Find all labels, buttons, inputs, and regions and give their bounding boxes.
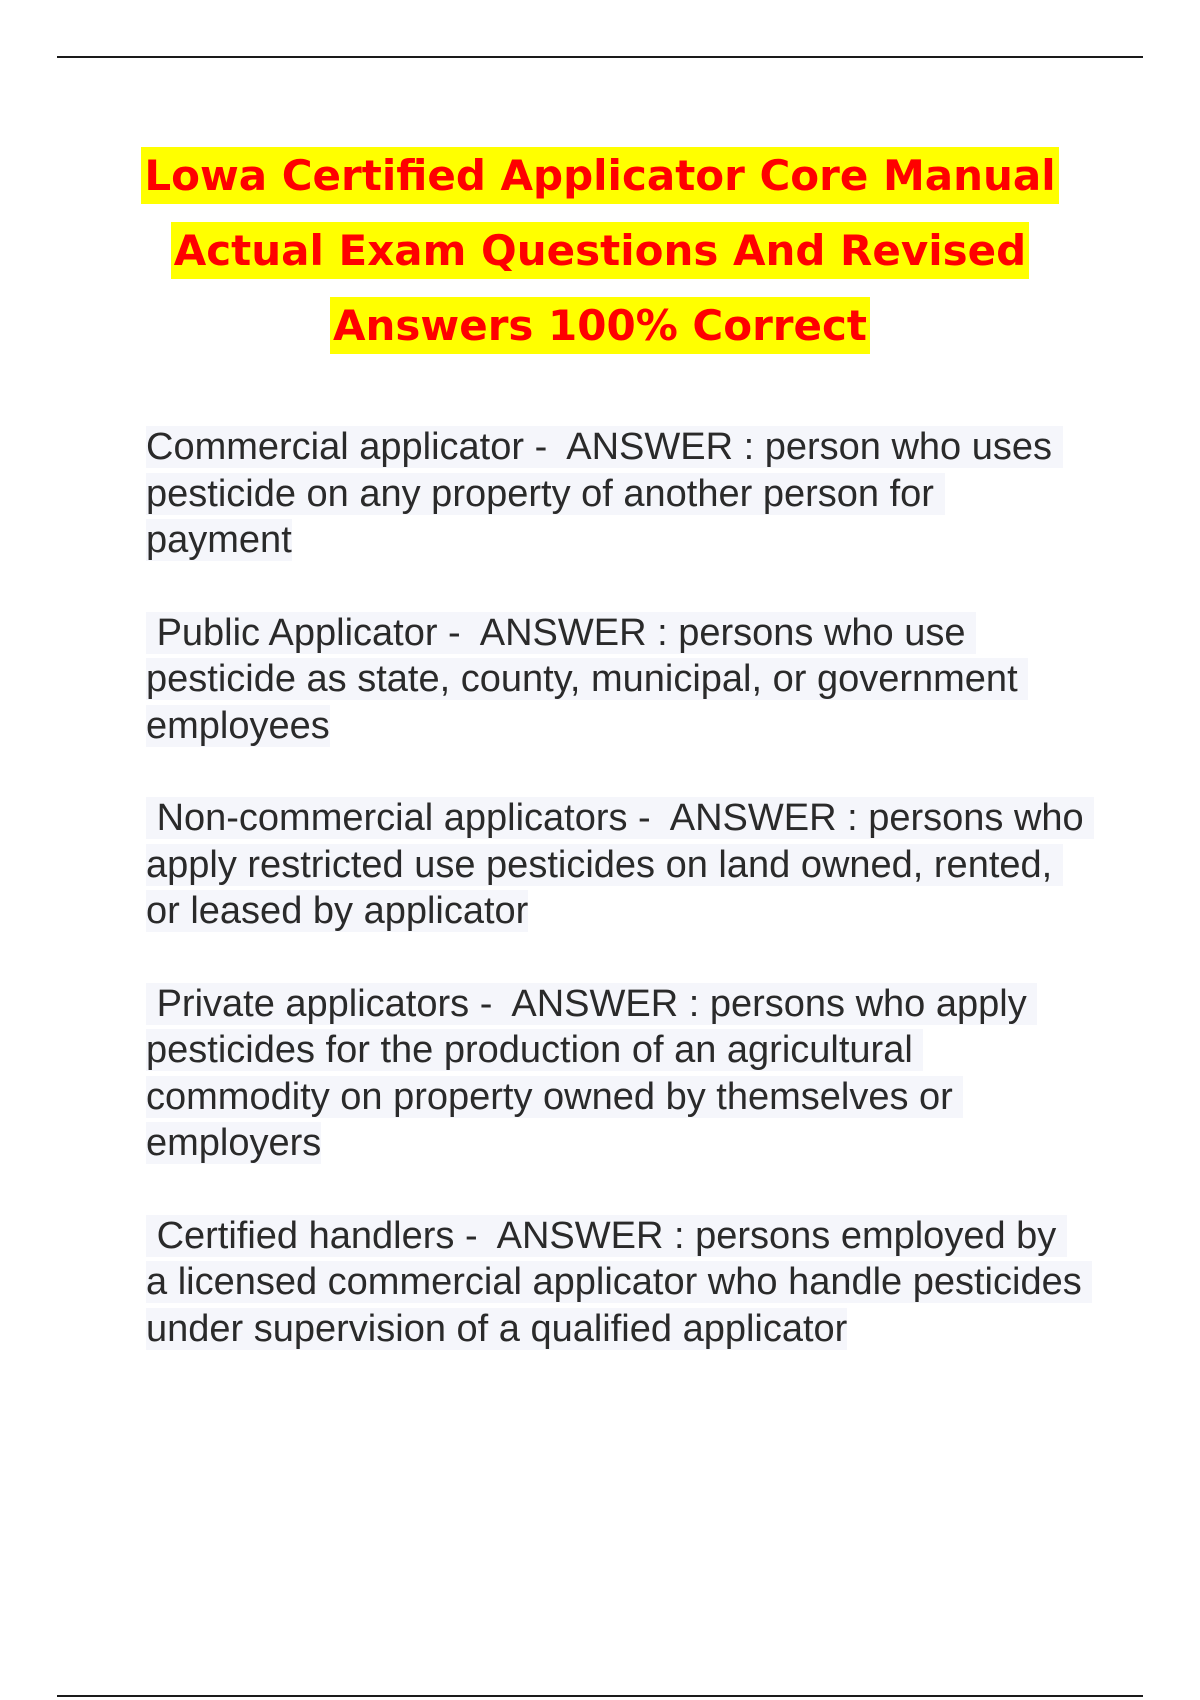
qa-item-certified-handlers: Certified handlers - ANSWER : persons employed by a licensed commercial applicator who handle pesticides under supervision of a qualified applicator [146, 1214, 1093, 1350]
qa-item-non-commercial-applicators: Non-commercial applicators - ANSWER : persons who apply restricted use pesticides on land owned, rented, or leased by applicator [146, 797, 1095, 932]
qa-item-public-applicator: Public Applicator - ANSWER : persons who use pesticide as state, county, municipal, or government employees [146, 611, 1029, 747]
qa-item-private-applicators: Private applicators - ANSWER : persons who apply pesticides for the production of an agricultural commodity on property owned by themselves or employers [146, 982, 1038, 1164]
title-line-1: Lowa Certified Applicator Core Manual [100, 146, 1100, 216]
top-divider [57, 56, 1143, 58]
title-line-2: Actual Exam Questions And Revised [100, 221, 1100, 291]
bottom-divider [57, 1695, 1143, 1697]
title-line-3: Answers 100% Correct [100, 296, 1100, 366]
document-title [100, 146, 1100, 371]
qa-item-commercial-applicator: Commercial applicator - ANSWER : person who uses pesticide on any property of another person for payment [146, 426, 1063, 561]
qa-list [146, 424, 1095, 1398]
